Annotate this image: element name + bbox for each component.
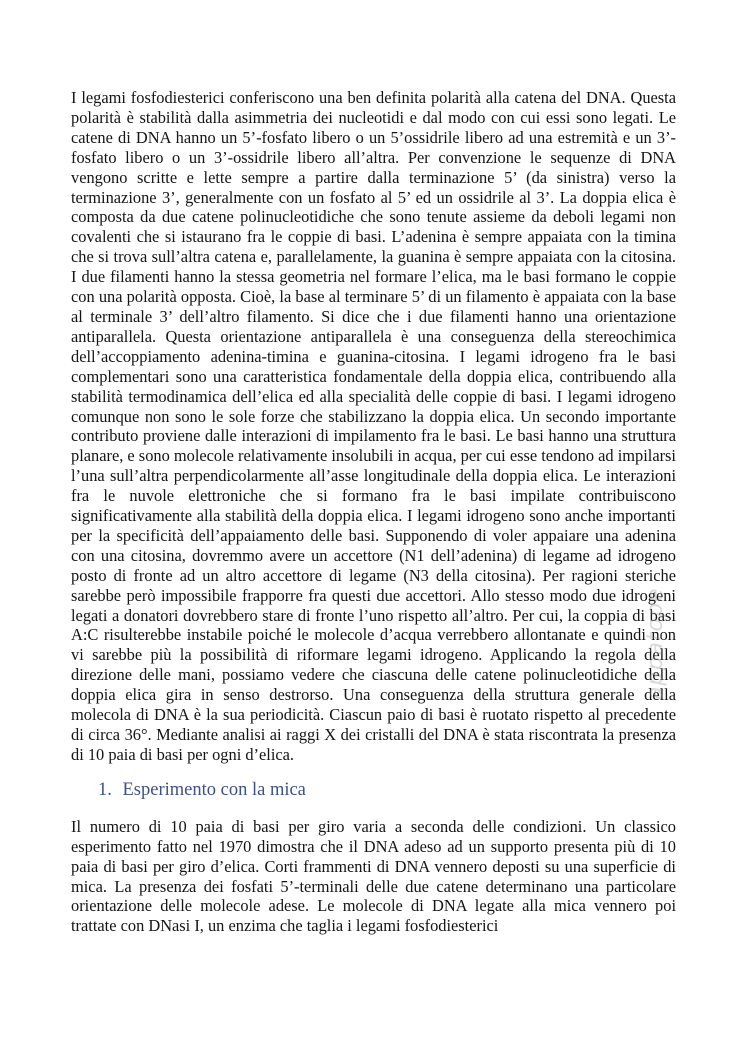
section-heading <box>98 779 676 801</box>
body-paragraph-mica-experiment: Il numero di 10 paia di basi per giro varia a seconda delle condizioni. Un classico esperimento fatto nel 1970 dimostra che il DNA adeso ad un supporto presenta più di 10 paia di basi per giro d’elica. Corti frammenti di DNA vennero deposti su una superficie di mica. La presenza dei fosfati 5’-terminali delle due catene determinano una particolare orientazione delle molecole adese. Le molecole di DNA legate alla mica vennero poi trattate con DNasi I, un enzima che taglia i legami fosfodiesterici <box>71 816 676 936</box>
section-number: 1. <box>98 779 112 800</box>
document-page <box>71 88 676 936</box>
section-title: Esperimento con la mica <box>122 779 306 800</box>
body-paragraph-dna-polarity: I legami fosfodiesterici conferiscono una ben definita polarità alla catena del DNA. Questa polarità è stabilità dalla asimmetria dei nucleotidi e dal modo con cui essi sono legati. Le catene di DNA hanno un 5’-fosfato libero o un 5’ossidrile libero ad una estremità e un 3’-fosfato libero o un 3’-ossidrile libero all’altra. Per convenzione le sequenze di DNA vengono scritte e lette sempre a partire dalla terminazione 5’ (da sinistra) verso la terminazione 3’, generalmente con un fosfato al 5’ ed un ossidrile al 3’. La doppia elica è composta da due catene polinucleotidiche che sono tenute assieme da deboli legami non covalenti che si istaurano fra le coppie di basi. L’adenina è sempre appaiata con la timina che si trova sull’altra catena e, parallelamente, la guanina è sempre appaiata con la citosina. I due filamenti hanno la stessa geometria nel formare l’elica, ma le basi formano le coppie con una polarità opposta. Cioè, la base al terminare 5’ di un filamento è appaiata con la base al terminale 3’ dell’altro filamento. Si dice che i due filamenti hanno una orientazione antiparallela. Questa orientazione antiparallela è una conseguenza della stereochimica dell’accoppiamento adenina-timina e guanina-citosina. I legami idrogeno fra le basi complementari sono una caratteristica fondamentale della doppia elica, contribuendo alla stabilità termodinamica dell’elica ed alla specialità delle coppie di basi. I legami idrogeno comunque non sono le sole forze che stabilizzano la doppia elica. Un secondo importante contributo proviene dalle interazioni di impilamento fra le basi. Le basi hanno una struttura planare, e sono molecole relativamente insolubili in acqua, per cui esse tendono ad impilarsi l’una sull’altra perpendicolarmente all’asse longitudinale della doppia elica. Le interazioni fra le nuvole elettroniche che si formano fra le basi impilate contribuiscono significativamente alla stabilità della doppia elica. I legami idrogeno sono anche importanti per la specificità dell’appaiamento delle basi. Supponendo di voler appaiare una adenina con una citosina, dovremmo avere un accettore (N1 dell’adenina) di legame ad idrogeno posto di fronte ad un altro accettore di legame (N3 della citosina). Per ragioni steriche sarebbe però impossibile frapporre fra questi due accettori. Allo stesso modo due idrogeni legati a donatori dovrebbero stare di fronte l’uno rispetto all’altro. Per cui, la coppia di basi A:C risulterebbe instabile poiché le molecole d’acqua verrebbero allontanate e quindi non vi sarebbe più la possibilità di riformare legami idrogeno. Applicando la regola della direzione delle mani, possiamo vedere che ciascuna delle catene polinucleotidiche della doppia elica gira in senso destrorso. Una conseguenza della struttura generale della molecola di DNA è la sua periodicità. Ciascun paio di basi è ruotato rispetto al precedente di circa 36°. Mediante analisi ai raggi X dei cristalli del DNA è stata riscontrata la presenza di 10 paia di basi per ogni d’elica. <box>71 88 676 764</box>
watermark: appatope <box>643 587 668 700</box>
